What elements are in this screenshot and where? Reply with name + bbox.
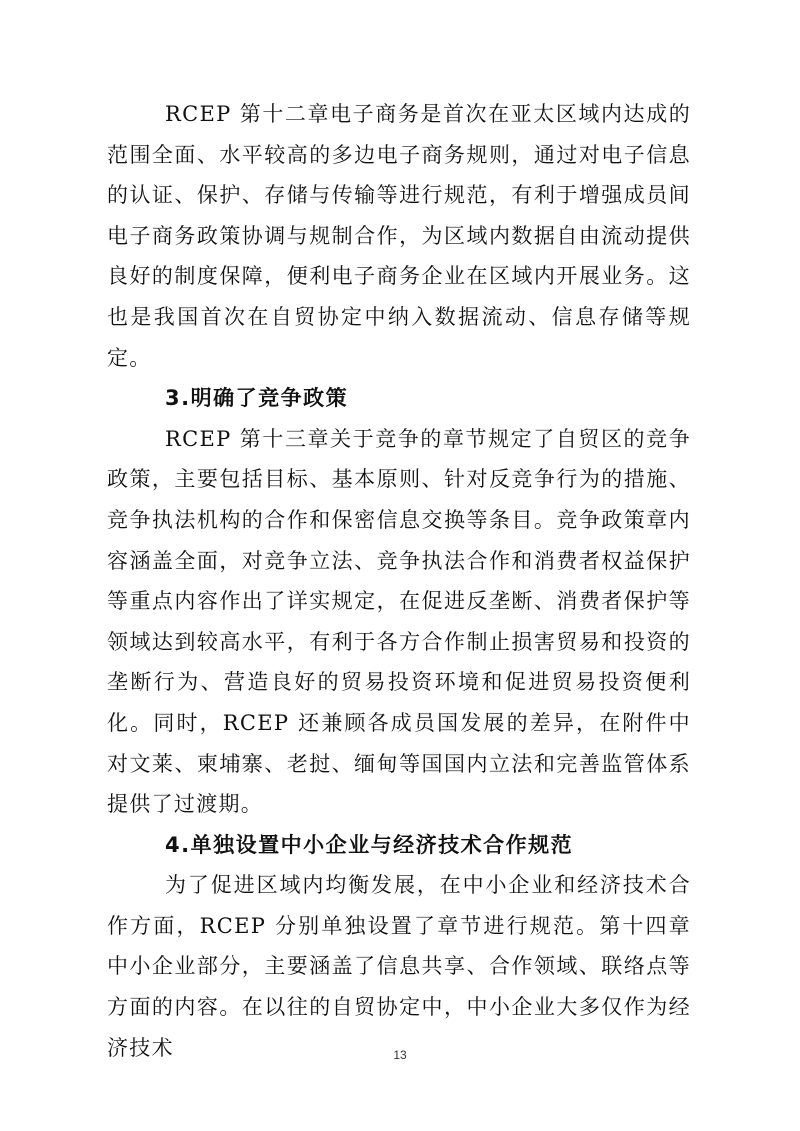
paragraph-sme: 为了促进区域内均衡发展，在中小企业和经济技术合作方面，RCEP 分别单独设置了章节进行规范。第十四章中小企业部分，主要涵盖了信息共享、合作领域、联络点等方面的内容。在以往的自贸协定中，中小企业大多仅作为经济技术 bbox=[107, 873, 691, 1060]
paragraph-competition: RCEP 第十三章关于竞争的章节规定了自贸区的竞争政策，主要包括目标、基本原则、针对反竞争行为的措施、竞争执法机构的合作和保密信息交换等条目。竞争政策章内容涵盖全面，对竞争立法、竞争执法合作和消费者权益保护等重点内容作出了详实规定，在促进反垄断、消费者保护等领域达到较高水平，有利于各方合作制止损害贸易和投资的垄断行为、营造良好的贸易投资环境和促进贸易投资便利化。同时，RCEP 还兼顾各成员国发展的差异，在附件中对文莱、柬埔寨、老挝、缅甸等国国内立法和完善监管体系提供了过渡期。 bbox=[107, 426, 691, 817]
section-heading-competition: 3.明确了竞争政策 bbox=[165, 386, 349, 411]
section-heading-sme: 4.单独设置中小企业与经济技术合作规范 bbox=[165, 832, 574, 857]
page-number: 13 bbox=[393, 1048, 407, 1062]
document-body bbox=[107, 94, 691, 1068]
paragraph-ecommerce: RCEP 第十二章电子商务是首次在亚太区域内达成的范围全面、水平较高的多边电子商务规则，通过对电子信息的认证、保护、存储与传输等进行规范，有利于增强成员间电子商务政策协调与规制合作，为区域内数据自由流动提供良好的制度保障，便利电子商务企业在区域内开展业务。这也是我国首次在自贸协定中纳入数据流动、信息存储等规定。 bbox=[107, 102, 691, 370]
